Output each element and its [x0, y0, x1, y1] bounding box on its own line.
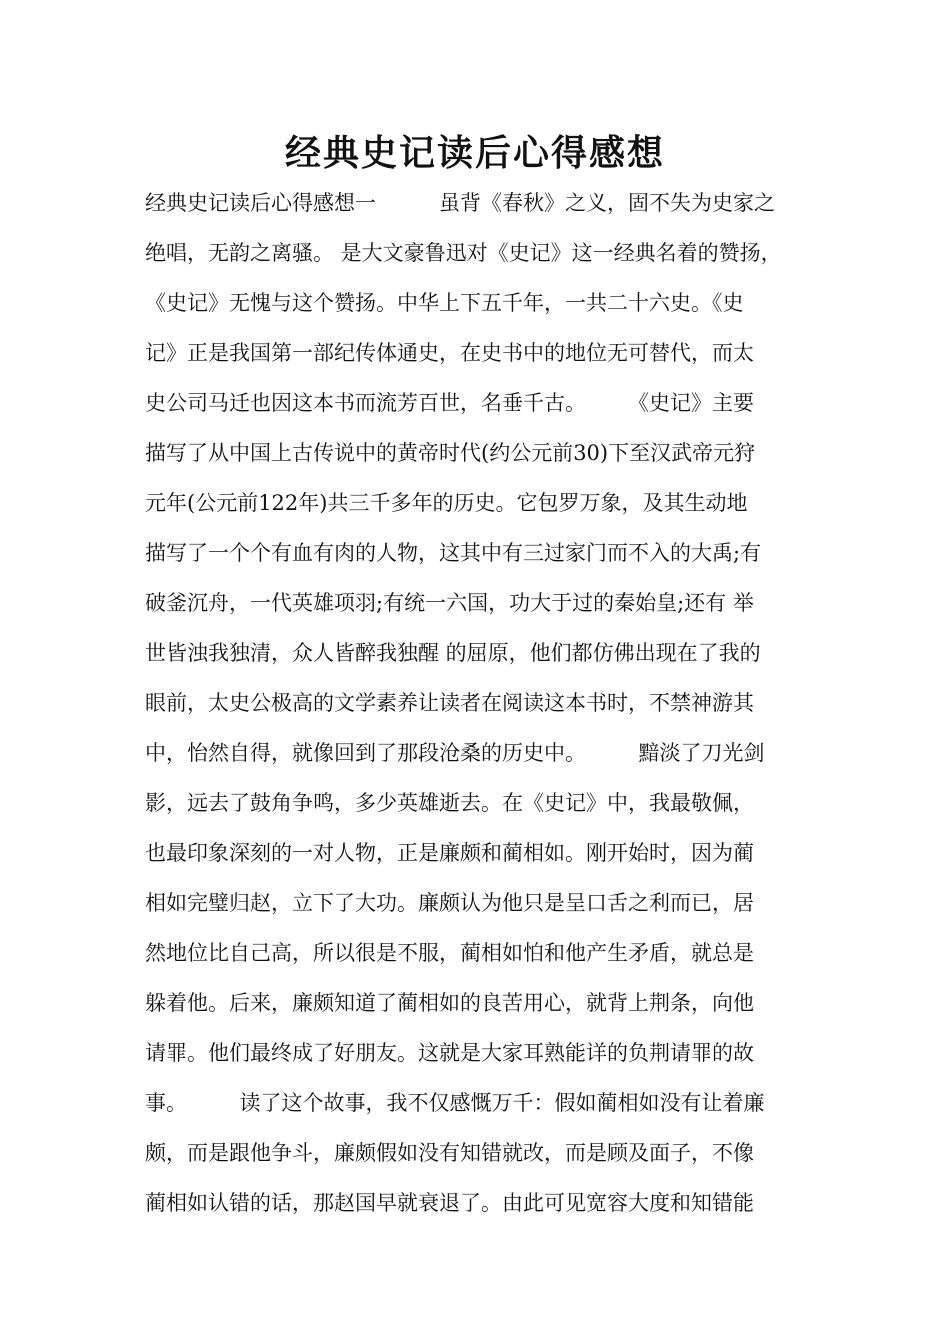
document-title: 经典史记读后心得感想	[284, 132, 665, 174]
body-line: 相如完璧归赵，立下了大功。廉颇认为他只是呈口舌之利而已，居	[145, 891, 754, 915]
body-line: 元年(公元前122年)共三千多年的历史。它包罗万象，及其生动地	[145, 491, 748, 515]
body-line: 请罪。他们最终成了好朋友。这就是大家耳熟能详的负荆请罪的故	[145, 1041, 754, 1065]
body-line: 眼前，太史公极高的文学素养让读者在阅读这本书时，不禁神游其	[145, 691, 754, 715]
body-line: 中，怡然自得，就像回到了那段沧桑的历史中。 黯淡了刀光剑	[145, 741, 765, 765]
body-line: 然地位比自己高，所以很是不服，蔺相如怕和他产生矛盾，就总是	[145, 941, 754, 965]
body-line: 影，远去了鼓角争鸣，多少英雄逝去。在《史记》中，我最敬佩，	[145, 791, 754, 815]
body-line: 事。 读了这个故事，我不仅感慨万千：假如蔺相如没有让着廉	[145, 1091, 765, 1115]
body-line: 史公司马迁也因这本书而流芳百世，名垂千古。 《史记》主要	[145, 391, 754, 415]
body-line: 世皆浊我独清，众人皆醉我独醒 的屈原，他们都仿佛出现在了我的	[145, 641, 761, 665]
body-line: 记》正是我国第一部纪传体通史，在史书中的地位无可替代，而太	[145, 341, 754, 365]
body-line: 描写了从中国上古传说中的黄帝时代(约公元前30)下至汉武帝元狩	[145, 441, 756, 465]
body-line: 破釜沉舟，一代英雄项羽;有统一六国，功大于过的秦始皇;还有 举	[145, 591, 754, 615]
body-line: 蔺相如认错的话，那赵国早就衰退了。由此可见宽容大度和知错能	[145, 1191, 754, 1215]
body-line: 颇，而是跟他争斗，廉颇假如没有知错就改，而是顾及面子，不像	[145, 1141, 754, 1165]
body-line: 躲着他。后来，廉颇知道了蔺相如的良苦用心，就背上荆条，向他	[145, 991, 754, 1015]
body-line: 描写了一个个有血有肉的人物，这其中有三过家门而不入的大禹;有	[145, 541, 762, 565]
body-line: 经典史记读后心得感想一 虽背《春秋》之义，固不失为史家之	[145, 191, 775, 215]
body-line: 也最印象深刻的一对人物，正是廉颇和蔺相如。刚开始时，因为蔺	[145, 841, 754, 865]
body-line: 绝唱，无韵之离骚。 是大文豪鲁迅对《史记》这一经典名着的赞扬，	[145, 241, 782, 265]
document-body	[145, 178, 825, 1228]
body-line: 《史记》无愧与这个赞扬。中华上下五千年，一共二十六史。《史	[145, 291, 744, 315]
